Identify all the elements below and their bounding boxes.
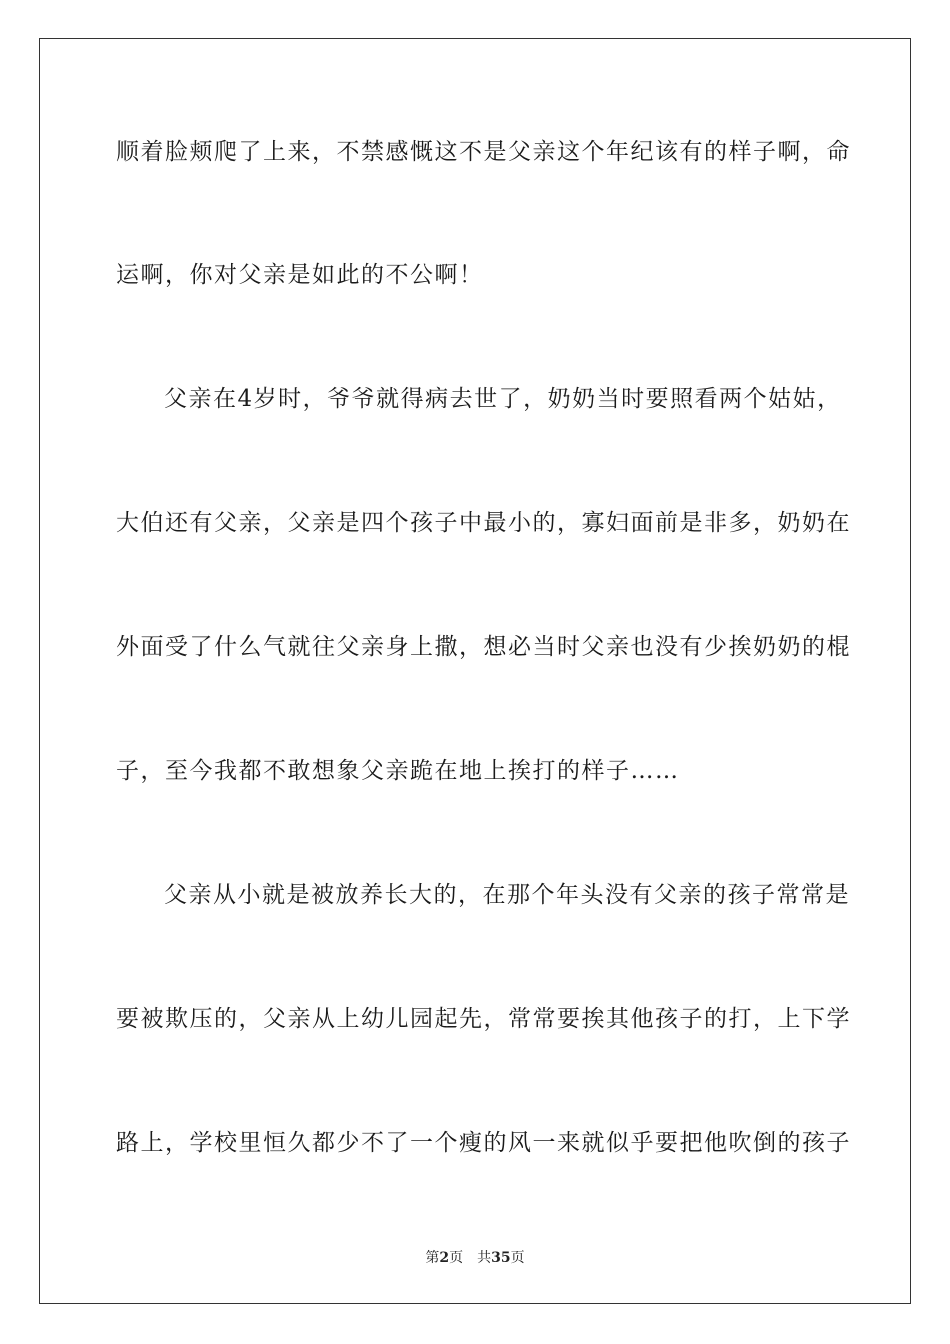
page-prefix: 第 (425, 1250, 440, 1266)
total-pages: 35 (491, 1250, 511, 1266)
page-number: 2 (439, 1250, 450, 1266)
body-line-3: 父亲在4岁时，爷爷就得病去世了，奶奶当时要照看两个姑姑， (164, 386, 842, 412)
body-line-5: 外面受了什么气就往父亲身上撒，想必当时父亲也没有少挨奶奶的棍 (116, 634, 851, 660)
body-line-4: 大伯还有父亲，父亲是四个孩子中最小的，寡妇面前是非多，奶奶在 (116, 510, 851, 536)
body-line-8: 要被欺压的，父亲从上幼儿园起先，常常要挨其他孩子的打，上下学 (116, 1006, 851, 1032)
body-line-7: 父亲从小就是被放养长大的，在那个年头没有父亲的孩子常常是 (164, 882, 850, 908)
body-line-1: 顺着脸颊爬了上来，不禁感慨这不是父亲这个年纪该有的样子啊，命 (116, 139, 851, 165)
total-prefix: 共 (477, 1250, 492, 1266)
page-suffix: 页 (449, 1250, 464, 1266)
body-line-6: 子，至今我都不敢想象父亲跪在地上挨打的样子…… (116, 758, 680, 784)
total-suffix: 页 (510, 1250, 525, 1266)
page-footer (0, 1247, 950, 1267)
page-frame (39, 38, 911, 1304)
body-line-2: 运啊，你对父亲是如此的不公啊！ (116, 262, 484, 288)
body-line-9: 路上，学校里恒久都少不了一个瘦的风一来就似乎要把他吹倒的孩子 (116, 1130, 851, 1156)
